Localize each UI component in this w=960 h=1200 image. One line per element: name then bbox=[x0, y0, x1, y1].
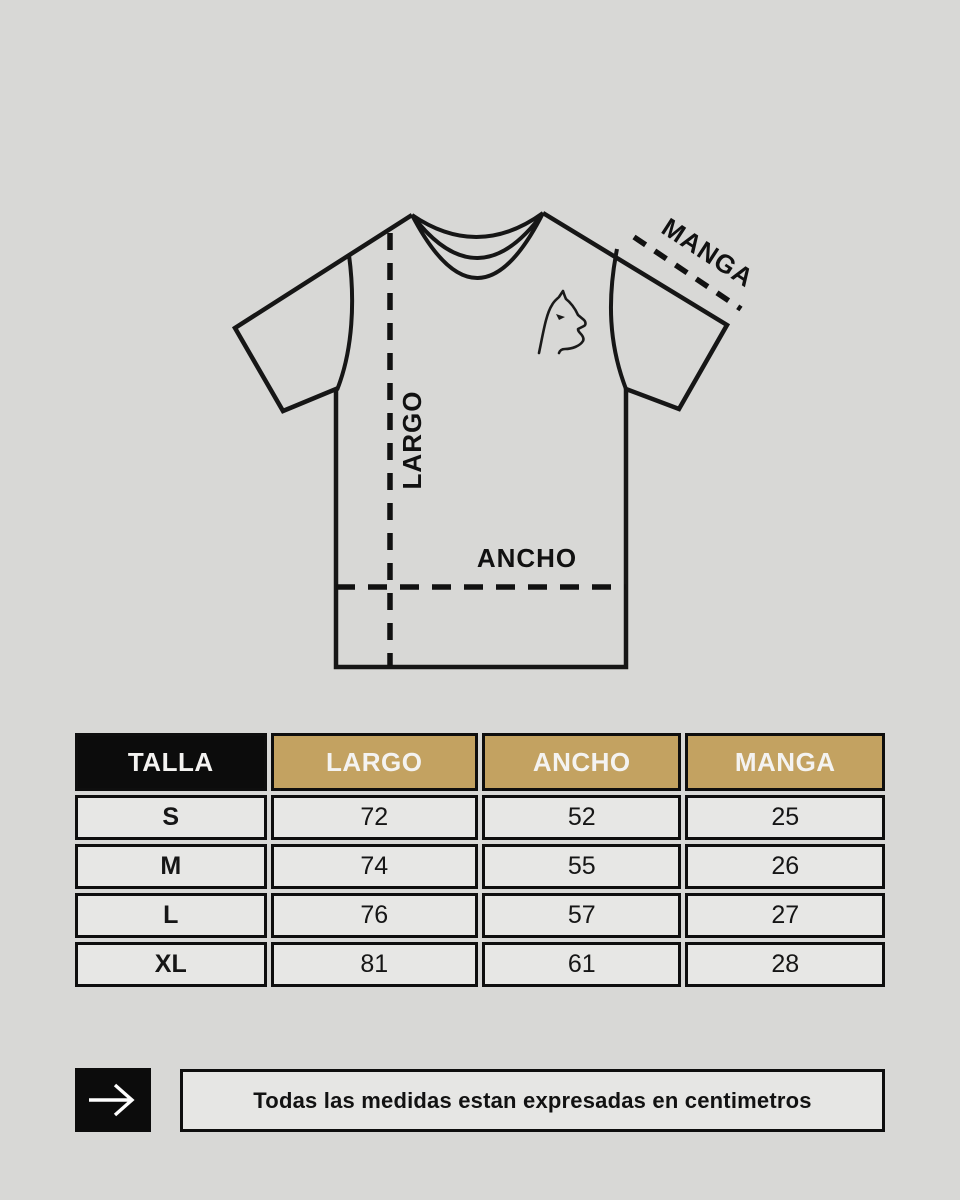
manga-label: MANGA bbox=[656, 211, 760, 294]
manga-value: 25 bbox=[685, 795, 885, 840]
column-header-ancho: ANCHO bbox=[482, 733, 682, 791]
llama-logo-icon bbox=[539, 291, 586, 353]
table-row-s bbox=[75, 795, 885, 840]
left-armhole-seam bbox=[337, 255, 352, 390]
note-text: Todas las medidas estan expresadas en centimetros bbox=[253, 1087, 812, 1113]
table-row-l bbox=[75, 893, 885, 938]
ancho-value: 55 bbox=[482, 844, 682, 889]
measurement-note bbox=[180, 1069, 885, 1132]
ancho-value: 61 bbox=[482, 942, 682, 987]
table-header-row bbox=[75, 733, 885, 791]
tshirt-outline bbox=[235, 213, 727, 667]
table-row-xl bbox=[75, 942, 885, 987]
manga-value: 28 bbox=[685, 942, 885, 987]
column-header-talla: TALLA bbox=[75, 733, 267, 791]
size-label: XL bbox=[75, 942, 267, 987]
table-row-m bbox=[75, 844, 885, 889]
column-header-manga: MANGA bbox=[685, 733, 885, 791]
size-table bbox=[71, 729, 889, 991]
largo-value: 76 bbox=[271, 893, 478, 938]
arrow-box bbox=[75, 1068, 151, 1132]
ancho-label: ANCHO bbox=[476, 543, 578, 573]
size-label: S bbox=[75, 795, 267, 840]
column-header-largo: LARGO bbox=[271, 733, 478, 791]
ancho-value: 57 bbox=[482, 893, 682, 938]
right-armhole-seam bbox=[611, 249, 626, 389]
ancho-value: 52 bbox=[482, 795, 682, 840]
arrow-right-icon bbox=[85, 1078, 141, 1122]
largo-value: 81 bbox=[271, 942, 478, 987]
manga-value: 26 bbox=[685, 844, 885, 889]
manga-value: 27 bbox=[685, 893, 885, 938]
largo-value: 72 bbox=[271, 795, 478, 840]
size-label: M bbox=[75, 844, 267, 889]
largo-value: 74 bbox=[271, 844, 478, 889]
size-label: L bbox=[75, 893, 267, 938]
largo-label: LARGO bbox=[397, 390, 427, 490]
collar-outer-arc bbox=[412, 213, 543, 278]
